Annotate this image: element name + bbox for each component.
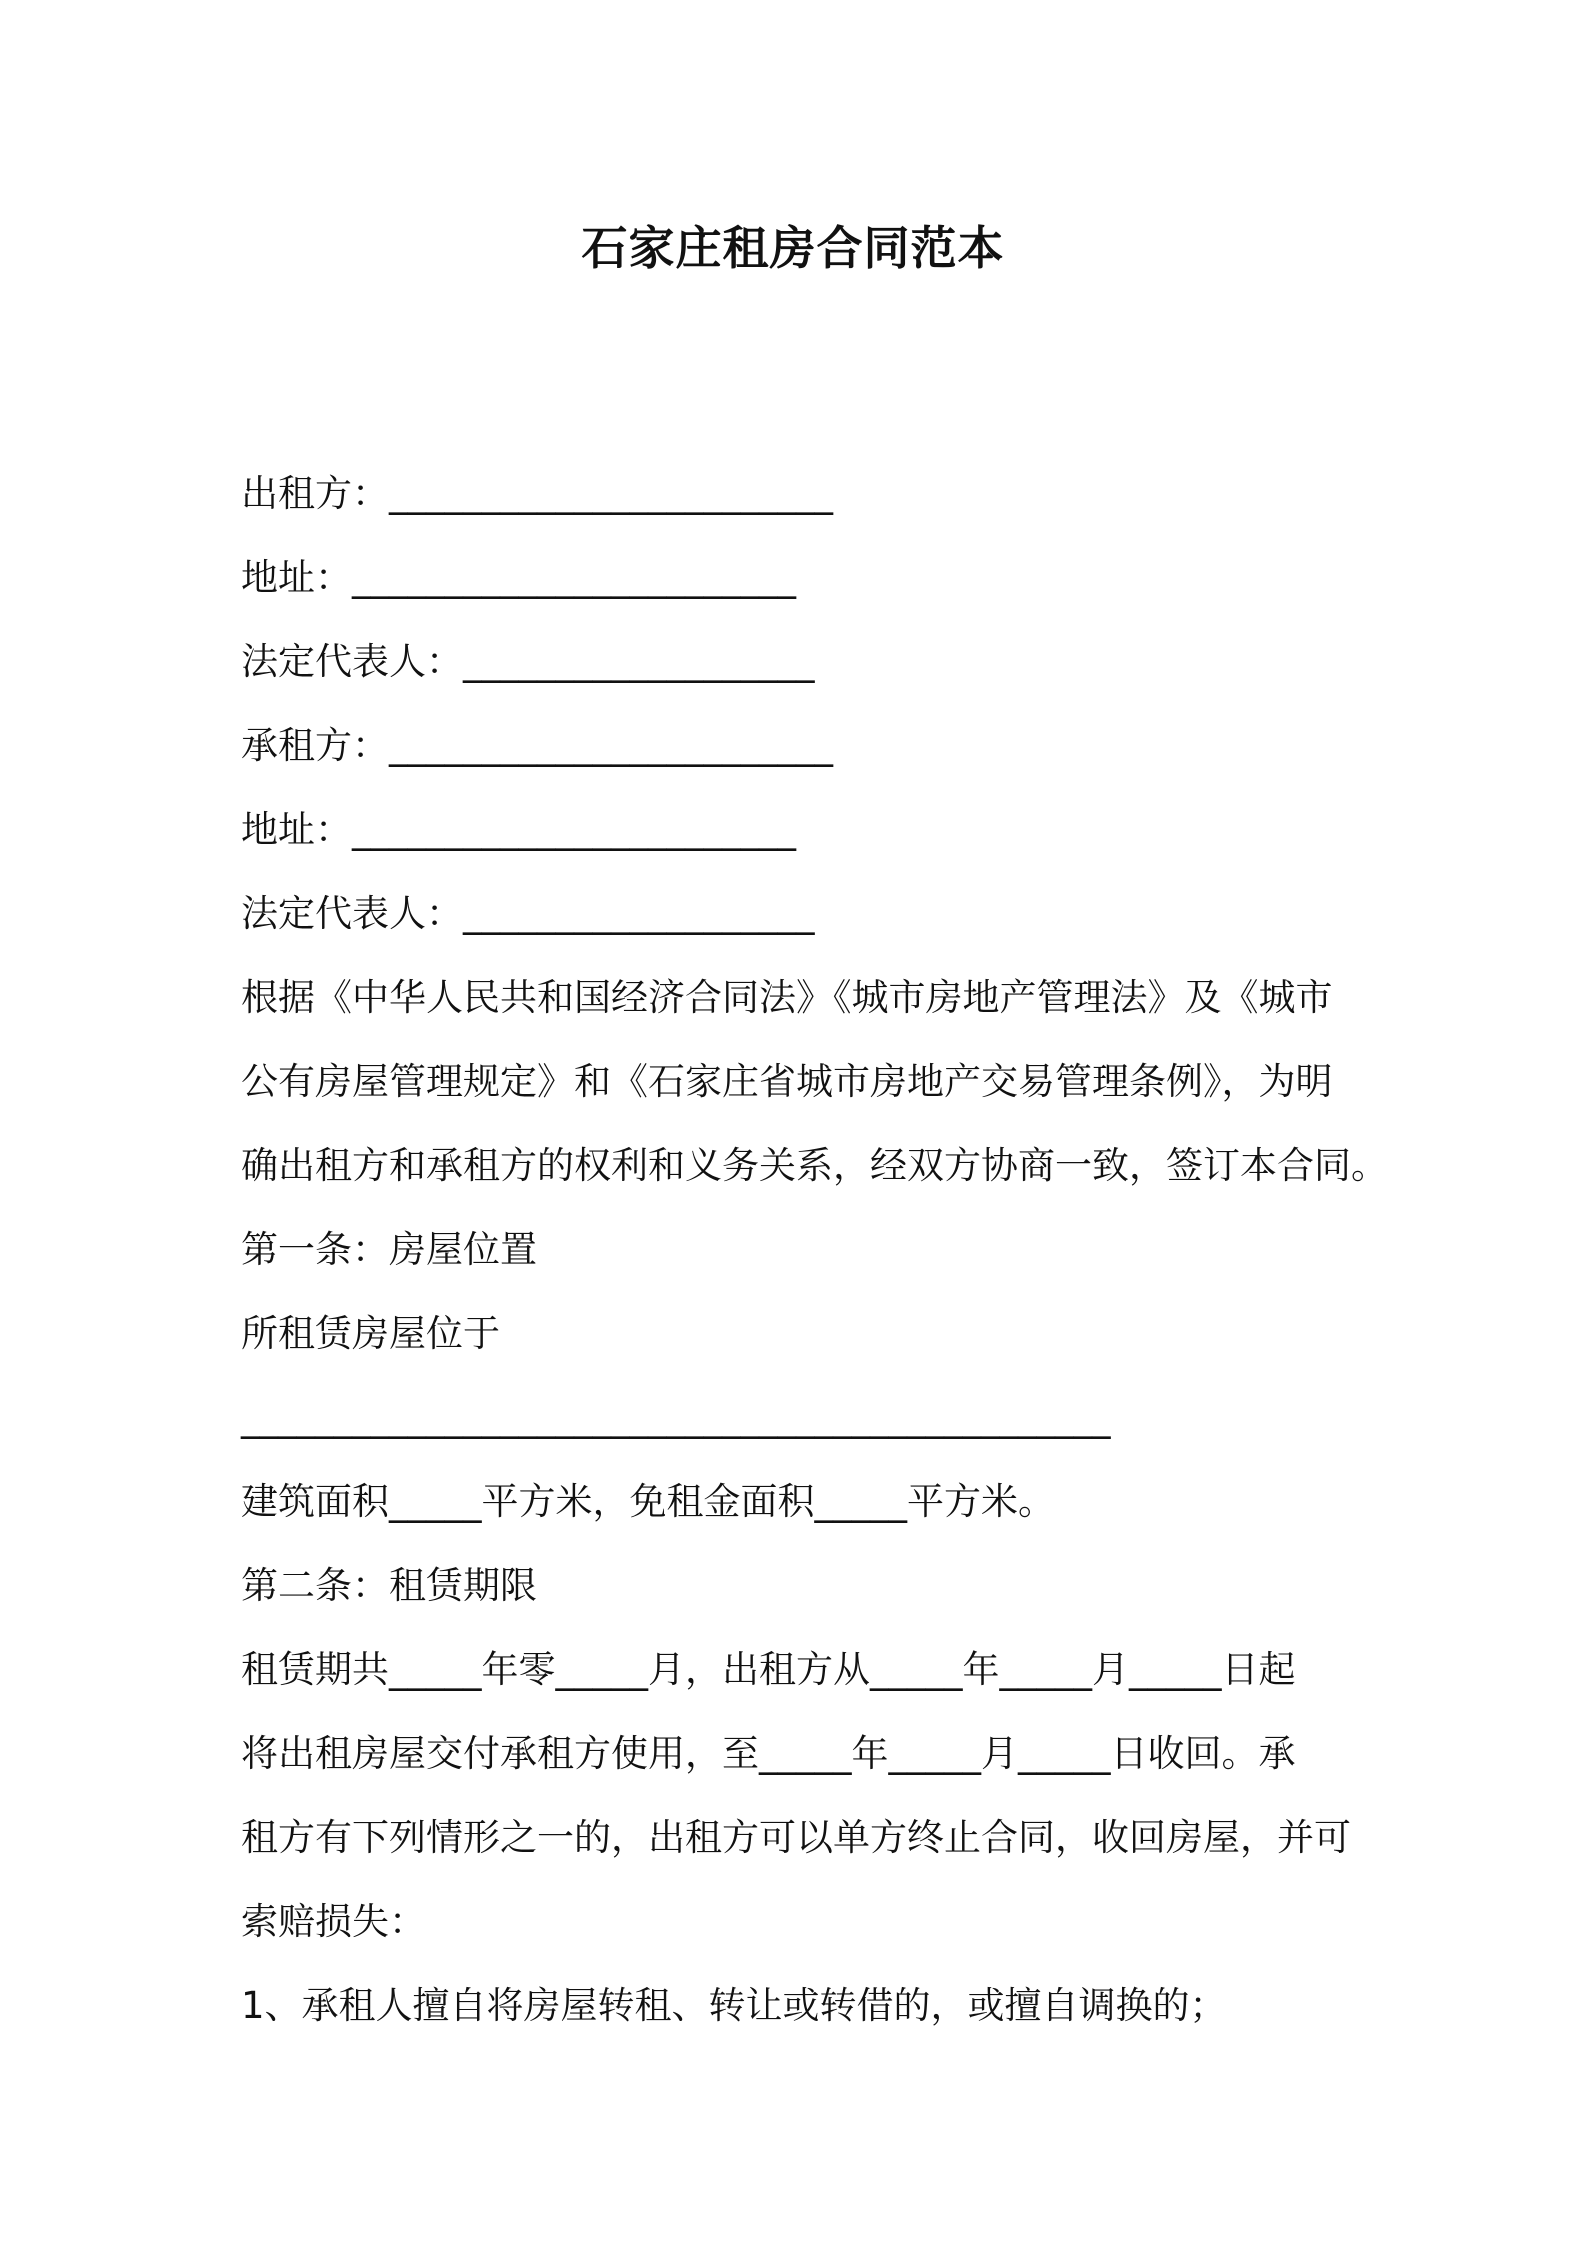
document-body	[241, 452, 1388, 2048]
preamble-line-2: 公有房屋管理规定》和《石家庄省城市房地产交易管理条例》，为明	[241, 1060, 1333, 1103]
term-line-4: 索赔损失：	[241, 1900, 426, 1943]
document-title: 石家庄租房合同范本	[581, 221, 1005, 275]
lessee-address-field: 地址：________________________	[241, 808, 796, 851]
term-line-1: 租赁期共_____年零_____月，出租方从_____年_____月_____日起	[241, 1648, 1296, 1691]
lessee-representative-field: 法定代表人：___________________	[241, 892, 815, 935]
lessor-representative-field: 法定代表人：___________________	[241, 640, 815, 683]
lessee-field: 承租方：________________________	[241, 724, 833, 767]
termination-clause-1: 1、承租人擅自将房屋转租、转让或转借的，或擅自调换的；	[241, 1984, 1227, 2027]
article-2-heading: 第二条：租赁期限	[241, 1564, 537, 1607]
lessor-address-field: 地址：________________________	[241, 556, 796, 599]
preamble-line-3: 确出租方和承租方的权利和义务关系，经双方协商一致，签订本合同。	[241, 1144, 1388, 1187]
property-location-label: 所租赁房屋位于	[241, 1312, 500, 1355]
preamble-line-1: 根据《中华人民共和国经济合同法》《城市房地产管理法》及《城市	[241, 976, 1333, 1019]
lessor-field: 出租方：________________________	[241, 472, 833, 515]
property-location-blank: _______________________________________________	[241, 1396, 1111, 1439]
article-1-heading: 第一条：房屋位置	[241, 1228, 537, 1271]
term-line-3: 租方有下列情形之一的，出租方可以单方终止合同，收回房屋，并可	[241, 1816, 1351, 1859]
area-line: 建筑面积_____平方米，免租金面积_____平方米。	[241, 1480, 1055, 1523]
term-line-2: 将出租房屋交付承租方使用，至_____年_____月_____日收回。承	[241, 1732, 1296, 1775]
